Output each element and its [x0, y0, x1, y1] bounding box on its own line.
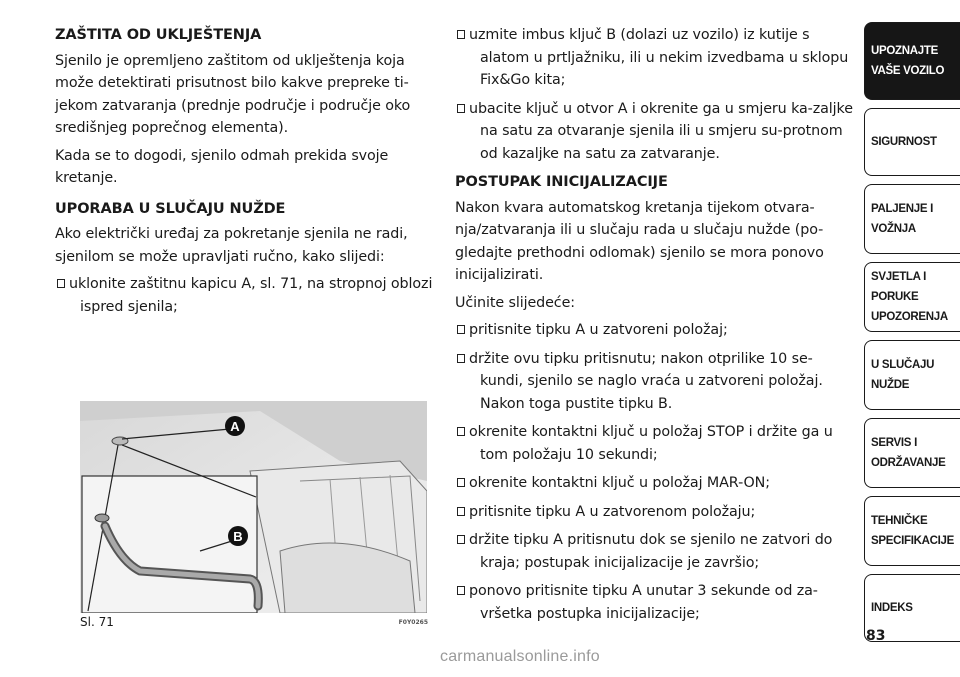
section-heading-anti-pinch: ZAŠTITA OD UKLJEŠTENJA — [55, 27, 262, 43]
sunroof-illustration — [80, 401, 427, 613]
checkbox-bullet-icon — [457, 507, 465, 516]
tab-label-line1: PALJENJE I — [871, 203, 933, 215]
list-item — [455, 580, 853, 625]
list-item-text: okrenite kontaktni ključ u položaj MAR-ON; — [469, 475, 770, 491]
paragraph: Sjenilo je opremljeno zaštitom od uklještenja koja može detektirati prisutnost bilo kakve prepreke ti-jekom zatvaranja (prednje područje i područje oko središnjeg poprečnog elementa). — [55, 52, 411, 136]
tab-servis[interactable] — [864, 418, 960, 488]
list-item-text: ponovo pritisnite tipku A unutar 3 sekunde od za-vršetka postupka inicijalizacije; — [469, 583, 818, 622]
page-number: 83 — [866, 628, 886, 644]
tab-label-line1: INDEKS — [871, 602, 913, 614]
paragraph: Kada se to dogodi, sjenilo odmah prekida svoje kretanje. — [55, 147, 389, 186]
list-item — [455, 98, 853, 166]
checkbox-bullet-icon — [457, 427, 465, 436]
paragraph: Nakon kvara automatskog kretanja tijekom otvara-nja/zatvaranja ili u slučaju rada u slučaju nužde (po-gledajte prethodni odlomak) sjenilo se mora ponovo inicijalizirati. — [455, 199, 824, 283]
list-item — [455, 319, 853, 342]
list-item — [455, 348, 853, 416]
list-item — [455, 472, 853, 495]
checkbox-bullet-icon — [457, 104, 465, 113]
tab-label-line2: VOŽNJA — [871, 223, 916, 235]
tab-label-line2: SPECIFIKACIJE — [871, 535, 955, 547]
tab-paljenje[interactable] — [864, 184, 960, 254]
tab-label-line2: VAŠE VOZILO — [871, 65, 945, 77]
right-column — [455, 24, 853, 631]
list-item-text: pritisnite tipku A u zatvoreni položaj; — [469, 322, 728, 338]
checkbox-bullet-icon — [457, 586, 465, 595]
checkbox-bullet-icon — [457, 478, 465, 487]
list-item — [55, 273, 435, 318]
checkbox-bullet-icon — [457, 354, 465, 363]
tab-label-line1: SERVIS I — [871, 437, 917, 449]
figure-image — [80, 401, 427, 613]
figure-71 — [55, 401, 432, 635]
list-item-text: držite tipku A pritisnutu dok se sjenilo ne zatvori do kraja; postupak inicijalizacije je završio; — [469, 532, 833, 571]
tab-label-line2: ODRŽAVANJE — [871, 457, 946, 469]
list-item-text: okrenite kontaktni ključ u položaj STOP i držite ga u tom položaju 10 sekundi; — [469, 424, 833, 463]
list-item-text: uzmite imbus ključ B (dolazi uz vozilo) iz kutije s alatom u prtljažniku, ili u nekim izvedbama u sklopu Fix&Go kita; — [469, 27, 849, 88]
figure-caption: Sl. 71 — [80, 615, 114, 629]
tab-upoznajte[interactable] — [864, 22, 960, 100]
paragraph: Ako električki uređaj za pokretanje sjenila ne radi, sjenilom se može upravljati ručno, kako slijedi: — [55, 226, 408, 265]
list-item-text: pritisnite tipku A u zatvorenom položaju; — [469, 503, 756, 520]
figure-code: F0Y0265 — [398, 619, 428, 626]
tab-label-line1: U SLUČAJU — [871, 359, 935, 371]
list-item-text: ubacite ključ u otvor A i okrenite ga u smjeru ka-zaljke na satu za otvaranje sjenila ili u smjeru su-protnom od kazaljke na satu za zatvaranje. — [469, 100, 853, 162]
checkbox-bullet-icon — [57, 279, 65, 288]
left-column — [55, 24, 435, 324]
paragraph: Učinite slijedeće: — [455, 294, 575, 311]
section-heading-initialization: POSTUPAK INICIJALIZACIJE — [455, 174, 668, 190]
tab-tehnicke[interactable] — [864, 496, 960, 566]
tab-label-line2: UPOZORENJA — [871, 311, 948, 323]
list-item — [455, 529, 853, 574]
section-heading-emergency: UPORABA U SLUČAJU NUŽDE — [55, 200, 286, 217]
list-item — [455, 421, 853, 466]
tab-label-line1: TEHNIČKE — [871, 515, 928, 527]
list-item — [455, 501, 853, 524]
label-b: B — [233, 529, 243, 544]
tab-label-line2: NUŽDE — [871, 379, 910, 391]
label-a: A — [230, 419, 240, 434]
list-item — [455, 24, 853, 92]
tab-label-line1: SIGURNOST — [871, 136, 937, 148]
tab-svjetla[interactable] — [864, 262, 960, 332]
chapter-sidebar — [864, 22, 960, 646]
checkbox-bullet-icon — [457, 535, 465, 544]
list-item-text: držite ovu tipku pritisnutu; nakon otprilike 10 se-kundi, sjenilo se naglo vraća u zatvoreni položaj. Nakon toga pustite tipku B. — [469, 350, 823, 412]
checkbox-bullet-icon — [457, 325, 465, 334]
tab-label-line1: SVJETLA I PORUKE — [871, 271, 927, 303]
tab-sigurnost[interactable] — [864, 108, 960, 176]
tab-label-line1: UPOZNAJTE — [871, 45, 938, 57]
tab-u-slucaju-nuzde[interactable] — [864, 340, 960, 410]
list-item-text: uklonite zaštitnu kapicu A, sl. 71, na stropnoj oblozi ispred sjenila; — [69, 276, 433, 315]
watermark: carmanualsonline.info — [440, 648, 600, 665]
checkbox-bullet-icon — [457, 30, 465, 39]
